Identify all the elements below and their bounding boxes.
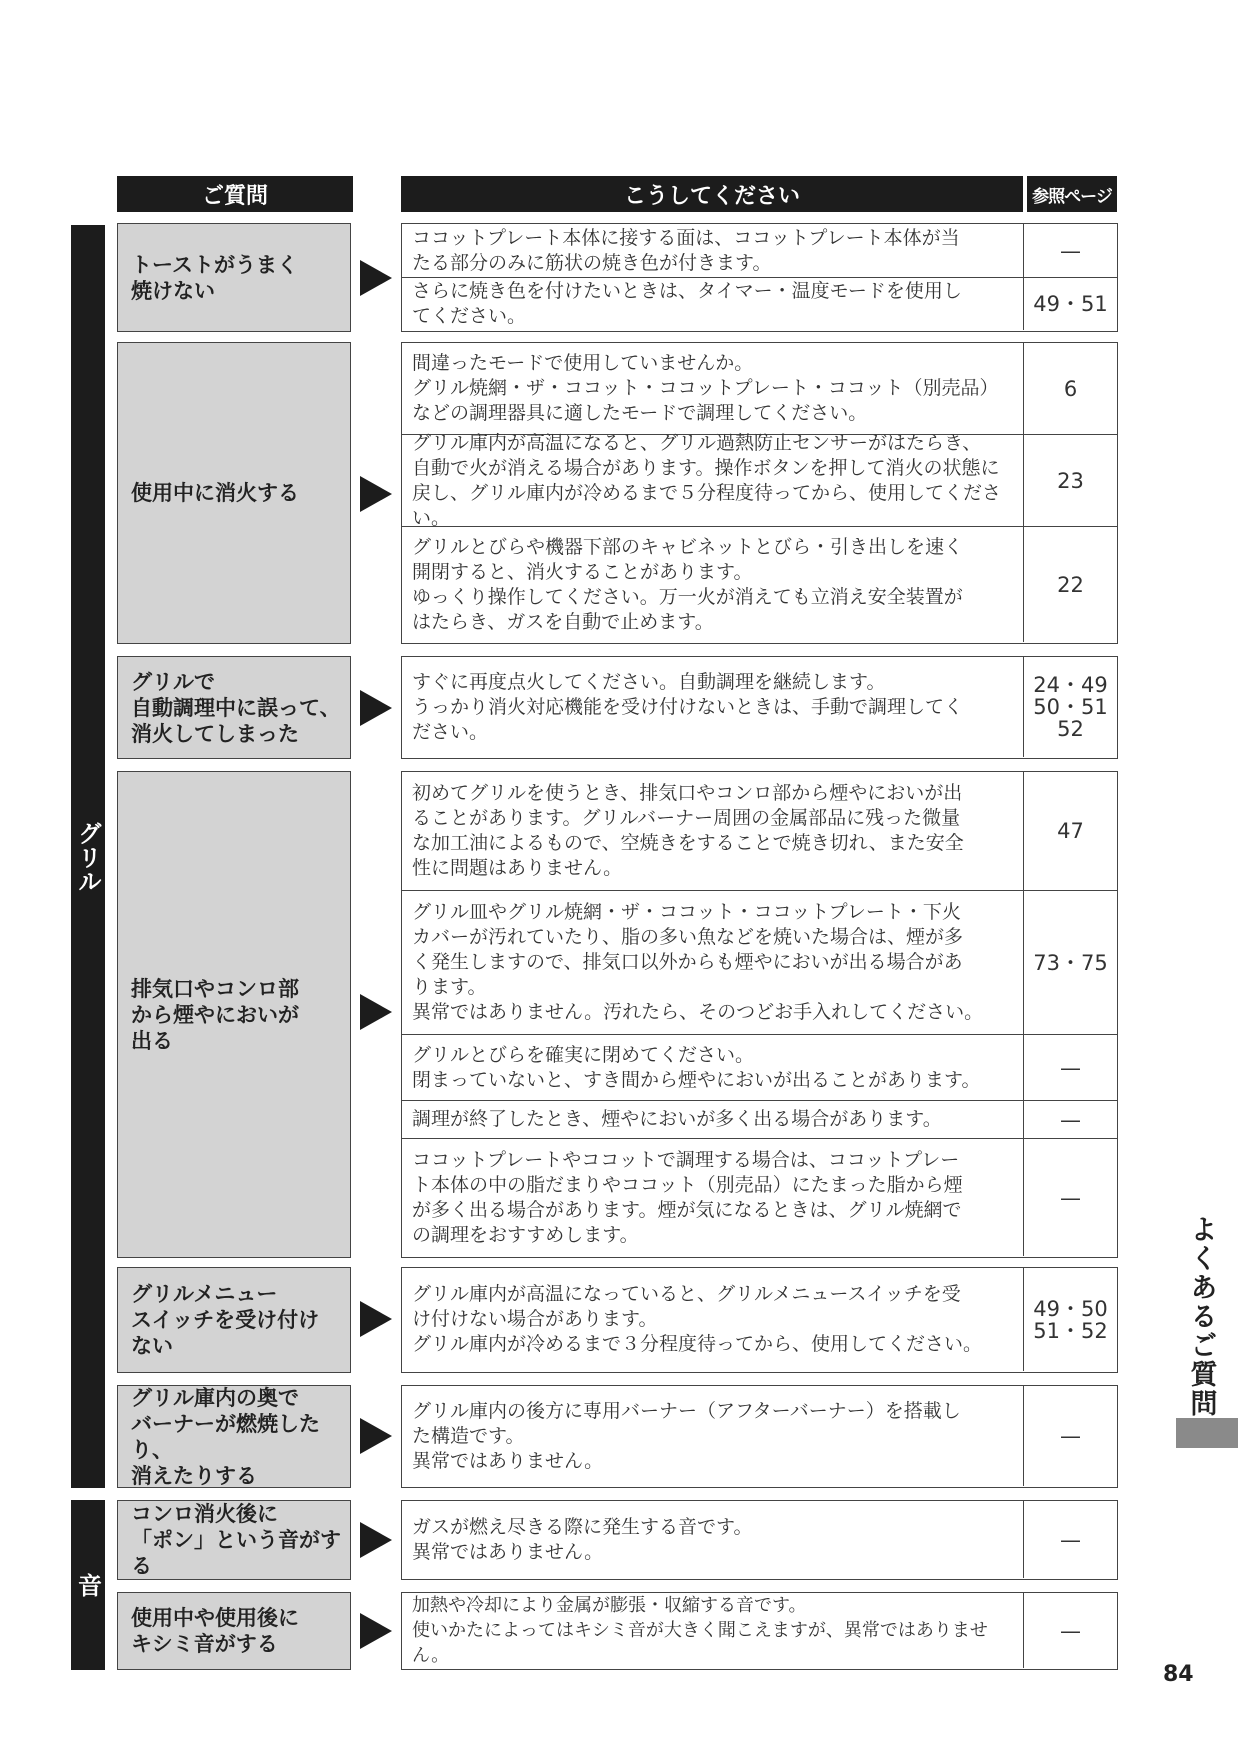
answer-row <box>402 1268 1117 1371</box>
answer-row <box>402 526 1117 642</box>
answer-row <box>402 1593 1117 1668</box>
answer-text: ココットプレート本体に接する面は、ココットプレート本体が当 たる部分のみに筋状の焼き色が付きます。 <box>402 224 1024 277</box>
faq-answer-block <box>401 1267 1118 1373</box>
answer-text: 初めてグリルを使うとき、排気口やコンロ部から煙やにおいが出 ることがあります。グリルバーナー周囲の金属部品に残った微量 な加工油によるもので、空焼きをすることで焼き切れ、また安全 性に問題はありません。 <box>402 772 1024 890</box>
header-reference-page: 参照ページ <box>1027 176 1117 212</box>
answer-text: ガスが燃え尽きる際に発生する音です。 異常ではありません。 <box>402 1501 1024 1578</box>
answer-row <box>402 1034 1117 1100</box>
faq-question: グリルで 自動調理中に誤って、 消火してしまった <box>117 656 351 759</box>
faq-question: コンロ消火後に 「ポン」という音がする <box>117 1500 351 1580</box>
answer-row <box>402 1501 1117 1578</box>
answer-row <box>402 277 1117 330</box>
answer-text: 加熱や冷却により金属が膨張・収縮する音です。 使いかたによってはキシミ音が大きく聞こえますが、異常ではありません。 <box>402 1593 1024 1668</box>
arrow-icon <box>360 1418 392 1454</box>
answer-ref: — <box>1060 1185 1081 1210</box>
faq-question: トーストがうまく 焼けない <box>117 223 351 332</box>
answer-text: グリルとびらや機器下部のキャビネットとびら・引き出しを速く 開閉すると、消火することがあります。 ゆっくり操作してください。万一火が消えても立消え安全装置が はたらき、ガスを自動で止めます。 <box>402 527 1024 642</box>
faq-question: 使用中に消火する <box>117 342 351 644</box>
answer-row <box>402 1100 1117 1138</box>
answer-ref: — <box>1060 1618 1081 1643</box>
answer-text: さらに焼き色を付けたいときは、タイマー・温度モードを使用し てください。 <box>402 278 1024 330</box>
answer-ref: — <box>1060 1424 1081 1448</box>
answer-text: グリル皿やグリル焼網・ザ・ココット・ココットプレート・下火 カバーが汚れていたり、脂の多い魚などを焼いた場合は、煙が多 く発生しますので、排気口以外からも煙やにおいが出る場合があ ります。 異常ではありません。汚れたら、そのつどお手入れしてください。 <box>402 891 1024 1034</box>
arrow-icon <box>360 1522 392 1558</box>
faq-question: 排気口やコンロ部 から煙やにおいが 出る <box>117 771 351 1258</box>
arrow-icon <box>360 476 392 512</box>
answer-ref: 6 <box>1063 376 1078 401</box>
faq-answer-block <box>401 1385 1118 1488</box>
answer-ref: 49・51 <box>1033 292 1108 316</box>
answer-text: ココットプレートやココットで調理する場合は、ココットプレー ト本体の中の脂だまりやココット（別売品）にたまった脂から煙 が多く出る場合があります。煙が気になるときは、グリル焼網で の調理をおすすめします。 <box>402 1139 1024 1256</box>
faq-question: グリル庫内の奥で バーナーが燃焼したり、 消えたりする <box>117 1385 351 1488</box>
side-section-label: よくあるご質問 <box>1185 1215 1217 1418</box>
answer-ref: 73・75 <box>1033 950 1108 975</box>
header-action: こうしてください <box>401 176 1023 212</box>
answer-text: グリル庫内が高温になると、グリル過熱防止センサーがはたらき、 自動で火が消える場合があります。操作ボタンを押して消火の状態に 戻し、グリル庫内が冷めるまで５分程度待ってから、使用してください。 <box>402 435 1024 526</box>
faq-answer-block <box>401 1592 1118 1670</box>
side-tab-marker <box>1176 1418 1238 1448</box>
answer-row <box>402 431 1117 529</box>
answer-ref: 22 <box>1057 572 1084 597</box>
arrow-icon <box>360 994 392 1030</box>
arrow-icon <box>360 260 392 296</box>
answer-ref: — <box>1060 1107 1081 1132</box>
answer-ref: — <box>1060 1055 1081 1080</box>
answer-text: 間違ったモードで使用していませんか。 グリル焼網・ザ・ココット・ココットプレート・ココット（別売品） などの調理器具に適したモードで調理してください。 <box>402 343 1024 434</box>
arrow-icon <box>360 690 392 726</box>
faq-answer-block <box>401 1500 1118 1580</box>
answer-row <box>402 890 1117 1034</box>
answer-row <box>402 1386 1117 1486</box>
answer-ref: 47 <box>1057 819 1084 843</box>
answer-text: 調理が終了したとき、煙やにおいが多く出る場合があります。 <box>402 1101 1024 1138</box>
answer-row <box>402 772 1117 890</box>
category-grill: グリル <box>71 225 105 1488</box>
faq-answer-block <box>401 342 1118 644</box>
header-question: ご質問 <box>117 176 353 212</box>
answer-row <box>402 224 1117 277</box>
answer-ref: 23 <box>1057 468 1084 493</box>
faq-question: グリルメニュー スイッチを受け付け ない <box>117 1267 351 1373</box>
answer-text: グリル庫内の後方に専用バーナー（アフターバーナー）を搭載し た構造です。 異常ではありません。 <box>402 1386 1024 1486</box>
category-sound: 音 <box>71 1500 105 1670</box>
answer-ref: — <box>1060 238 1081 263</box>
faq-question: 使用中や使用後に キシミ音がする <box>117 1592 351 1670</box>
answer-row <box>402 1138 1117 1256</box>
answer-ref: — <box>1060 1527 1081 1552</box>
faq-answer-block <box>401 771 1118 1258</box>
faq-answer-block <box>401 223 1118 332</box>
answer-text: グリルとびらを確実に閉めてください。 閉まっていないと、すき間から煙やにおいが出ることがあります。 <box>402 1035 1024 1100</box>
arrow-icon <box>360 1301 392 1337</box>
answer-text: グリル庫内が高温になっていると、グリルメニュースイッチを受 け付けない場合があります。 グリル庫内が冷めるまで３分程度待ってから、使用してください。 <box>402 1268 1024 1371</box>
arrow-icon <box>360 1613 392 1649</box>
answer-ref: 49・50 51・52 <box>1033 1296 1108 1343</box>
faq-answer-block <box>401 656 1118 759</box>
answer-row <box>402 657 1117 757</box>
page-number: 84 <box>1163 1662 1194 1687</box>
answer-ref: 24・49 50・51 52 <box>1033 673 1108 741</box>
answer-text: すぐに再度点火してください。自動調理を継続します。 うっかり消火対応機能を受け付けないときは、手動で調理してく ださい。 <box>402 657 1024 757</box>
answer-row <box>402 343 1117 434</box>
